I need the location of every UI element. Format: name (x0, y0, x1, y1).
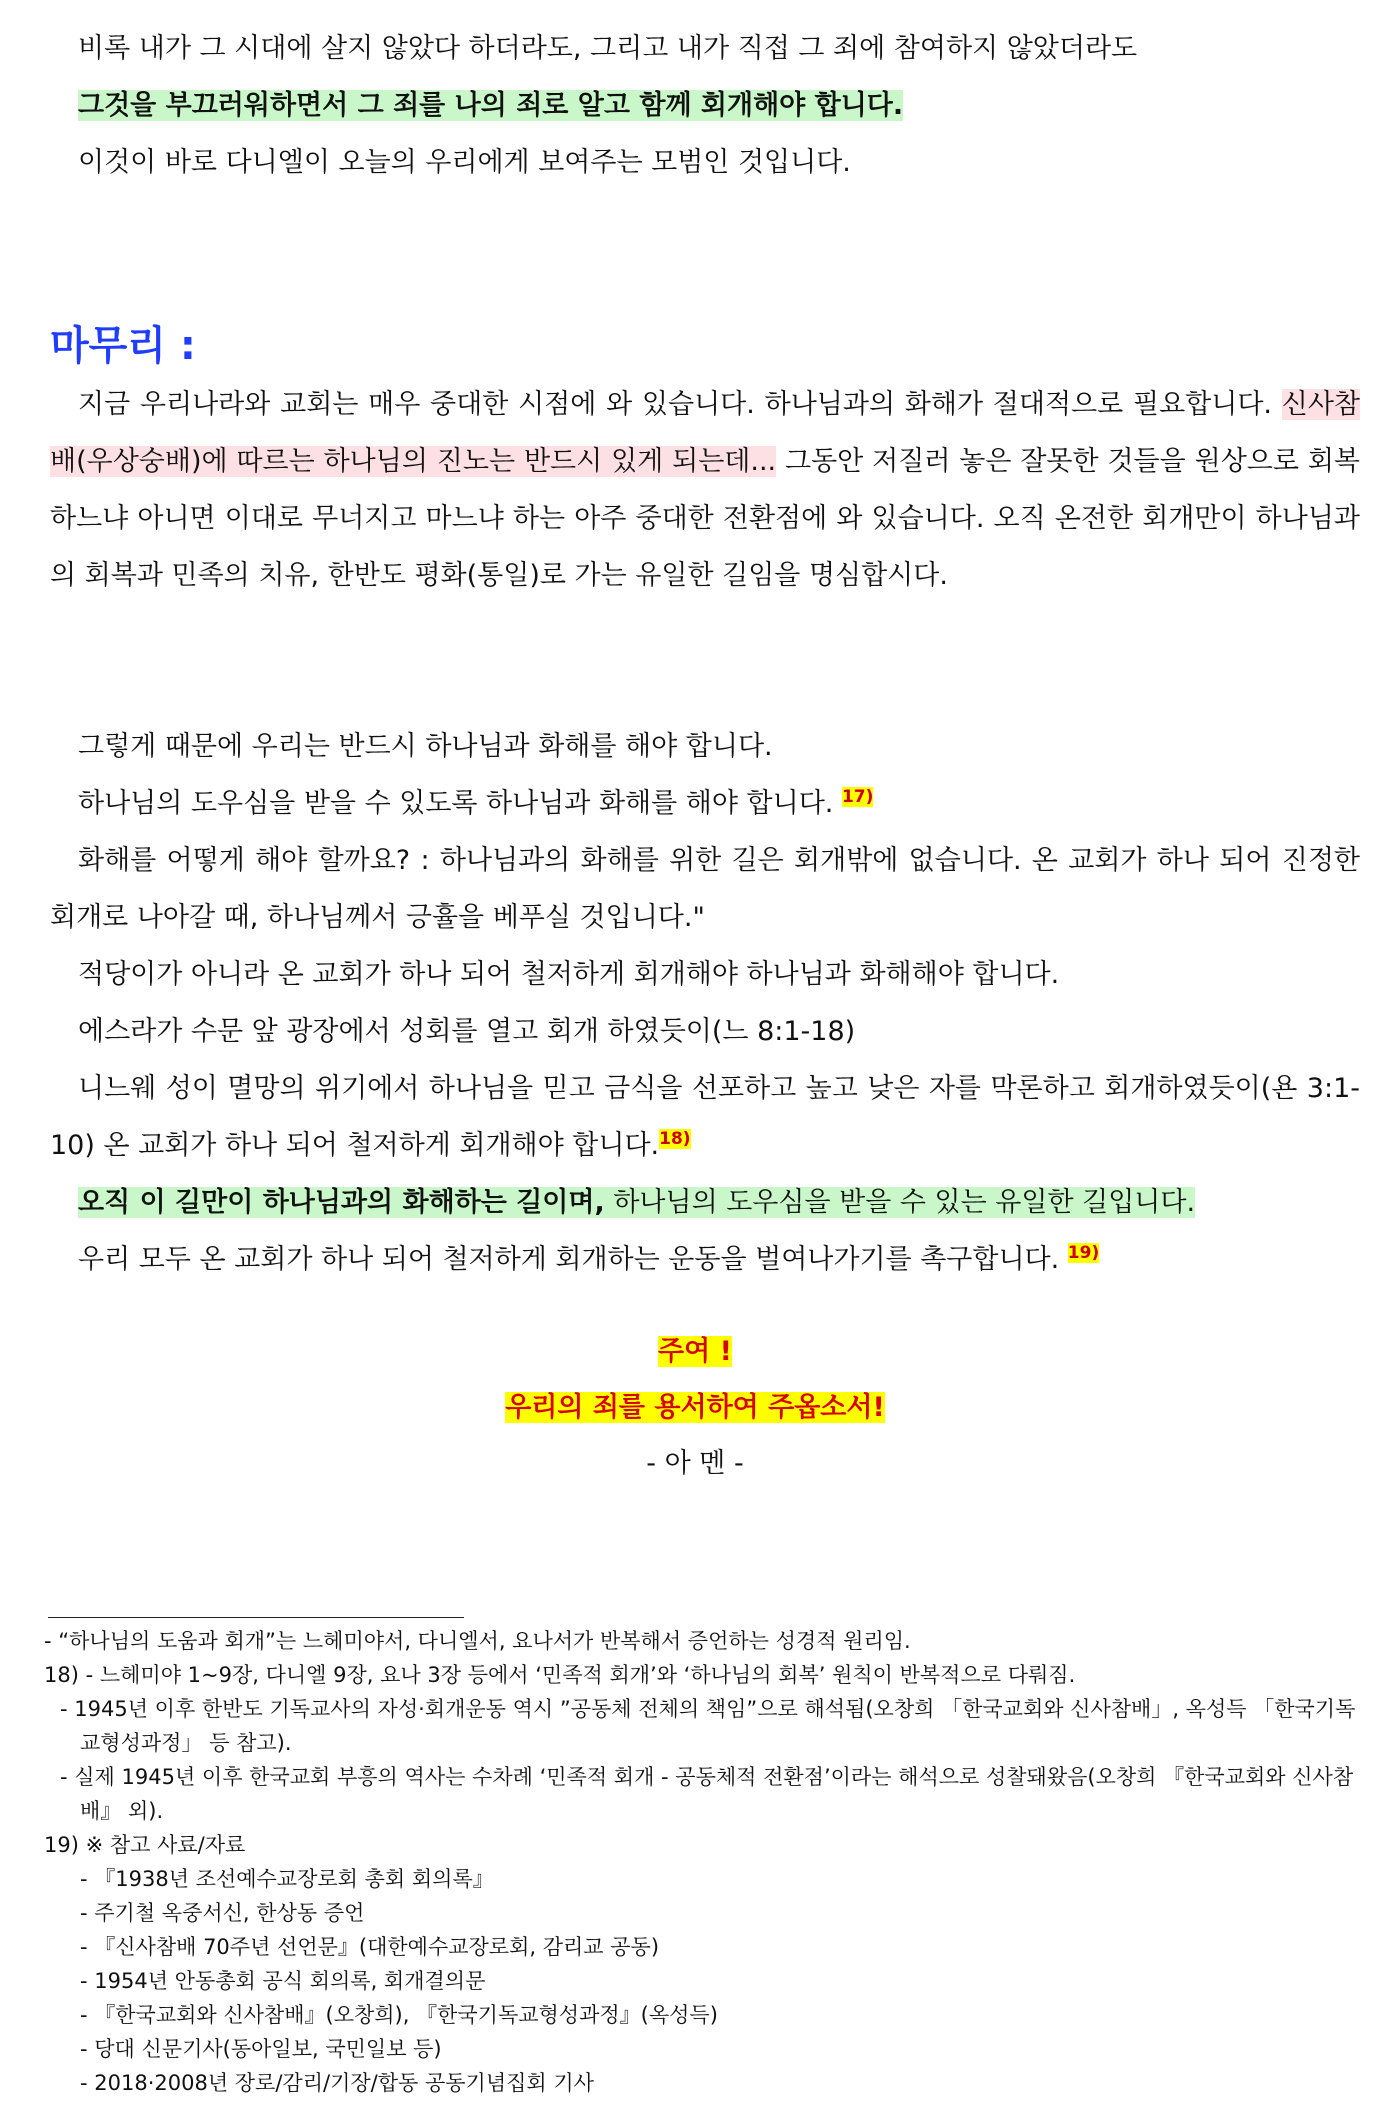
closing-paragraph (50, 376, 1360, 604)
closing-paragraph-text (50, 376, 1360, 604)
para1-highlight: 신사참배(우상숭배)에 따르는 하나님의 진노는 반드시 있게 되는데... (50, 389, 1360, 477)
footnote-18-item-2: - 실제 1945년 이후 한국교회 부흥의 역사는 수차례 ‘민족적 회개 - 공동체적 전환점’이라는 해석으로 성찰돼왔음(오창희 『한국교회와 신사참배』 외). (60, 1765, 1354, 1823)
footnote-18-item-1: - 1945년 이후 한반도 기독교사의 자성·회개운동 역시 ”공동체 전체의 책임”으로 해석됨(오창희 「한국교회와 신사참배」, 옥성득 「한국기독교형성과정」 등 참고). (60, 1697, 1356, 1755)
exhortation-line-5: 에스라가 수문 앞 광장에서 성회를 열고 회개 하였듯이(느 8:1-18) (78, 1016, 856, 1047)
reference-item-1: - 『1938년 조선예수교장로회 총회 회의록』 (80, 1867, 494, 1891)
footnote-18: 18) - 느헤미야 1~9장, 다니엘 9장, 요나 3장 등에서 ‘민족적 회개’와 ‘하나님의 회복’ 원칙이 반복적으로 다뤄짐. (44, 1663, 1076, 1687)
reference-item-6: - 당대 신문기사(동아일보, 국민일보 등) (80, 2037, 442, 2061)
exhortation-line-2 (50, 775, 1360, 832)
exhortation-line-6-text: 니느웨 성이 멸망의 위기에서 하나님을 믿고 금식을 선포하고 높고 낮은 자를 막론하고 회개하였듯이(욘 3:1-10) 온 교회가 하나 되어 철저하게 회개해야 합니다. (50, 1073, 1360, 1161)
exhortation-line-2-text: 하나님의 도우심을 받을 수 있도록 하나님과 화해를 해야 합니다. (78, 788, 842, 819)
prayer-line-2 (0, 1380, 1390, 1436)
prayer-line-1 (0, 1324, 1390, 1380)
intro-line-2 (50, 77, 1360, 134)
footnote-divider (48, 1617, 464, 1618)
reference-item-7: - 2018·2008년 장로/감리/기장/합동 공동기념집회 기사 (80, 2071, 594, 2095)
intro-paragraph (50, 20, 1360, 191)
footnote-ref-18[interactable]: 18) (659, 1129, 691, 1149)
para1-part-a: 지금 우리나라와 교회는 매우 중대한 시점에 와 있습니다. 하나님과의 화해가 절대적으로 필요합니다. (78, 389, 1282, 420)
footnote-17: - “하나님의 도움과 회개”는 느헤미야서, 다니엘서, 요나서가 반복해서 증언하는 성경적 원리임. (44, 1629, 911, 1653)
exhortation-line-8 (50, 1231, 1360, 1288)
footnote-ref-19[interactable]: 19) (1067, 1243, 1100, 1263)
prayer-line-2-text: 우리의 죄를 용서하여 주옵소서! (505, 1392, 885, 1423)
reference-item-2: - 주기철 옥중서신, 한상동 증언 (80, 1901, 365, 1925)
exhortation-line-3: 화해를 어떻게 해야 할까요? : 하나님과의 화해를 위한 길은 회개밖에 없습니다. 온 교회가 하나 되어 진정한 회개로 나아갈 때, 하나님께서 긍휼을 베푸실 것입니다." (50, 845, 1360, 933)
exhortation-line-4: 적당이가 아니라 온 교회가 하나 되어 철저하게 회개해야 하나님과 화해해야 합니다. (78, 959, 1060, 990)
amen-line: - 아 멘 - (646, 1448, 744, 1479)
footnote-ref-17[interactable]: 17) (841, 787, 874, 807)
section-heading: 마무리 : (50, 323, 196, 369)
exhortation-line-7-rest: 하나님의 도우심을 받을 수 있는 유일한 길입니다. (604, 1187, 1196, 1218)
para1-part-c: 그동안 저질러 놓은 잘못한 것들을 원상으로 회복하느냐 아니면 이대로 무너지고 마느냐 하는 아주 중대한 전환점에 와 있습니다. 오직 온전한 회개만이 하나님과의 회복과 민족의 치유, 한반도 평화(통일)로 가는 유일한 길임을 명심합시다. (50, 446, 1360, 591)
reference-item-4: - 1954년 안동총회 공식 회의록, 회개결의문 (80, 1969, 486, 1993)
footnote-19: 19) ※ 참고 사료/자료 (44, 1833, 246, 1857)
reference-item-3: - 『신사참배 70주년 선언문』(대한예수교장로회, 감리교 공동) (80, 1935, 660, 1959)
exhortation-line-1: 그렇게 때문에 우리는 반드시 하나님과 화해를 해야 합니다. (78, 731, 773, 762)
prayer-line-1-text: 주여 ! (658, 1336, 732, 1367)
exhortation-line-6 (50, 1060, 1360, 1174)
intro-line-3: 이것이 바로 다니엘이 오늘의 우리에게 보여주는 모범인 것입니다. (78, 147, 851, 178)
intro-line-1: 비록 내가 그 시대에 살지 않았다 하더라도, 그리고 내가 직접 그 죄에 참여하지 않았더라도 (78, 33, 1138, 64)
footnotes (44, 1624, 1364, 2100)
reference-item-5: - 『한국교회와 신사참배』(오창희), 『한국기독교형성과정』(옥성득) (80, 2003, 718, 2027)
exhortation-line-7-bold: 오직 이 길만이 하나님과의 화해하는 길이며, (78, 1187, 605, 1218)
exhortation-paragraph (50, 718, 1360, 1288)
exhortation-line-8-text: 우리 모두 온 교회가 하나 되어 철저하게 회개하는 운동을 벌여나가기를 촉구합니다. (78, 1244, 1068, 1275)
intro-line-2-highlight: 그것을 부끄러워하면서 그 죄를 나의 죄로 알고 함께 회개해야 합니다. (78, 90, 904, 121)
exhortation-line-7 (50, 1174, 1360, 1231)
